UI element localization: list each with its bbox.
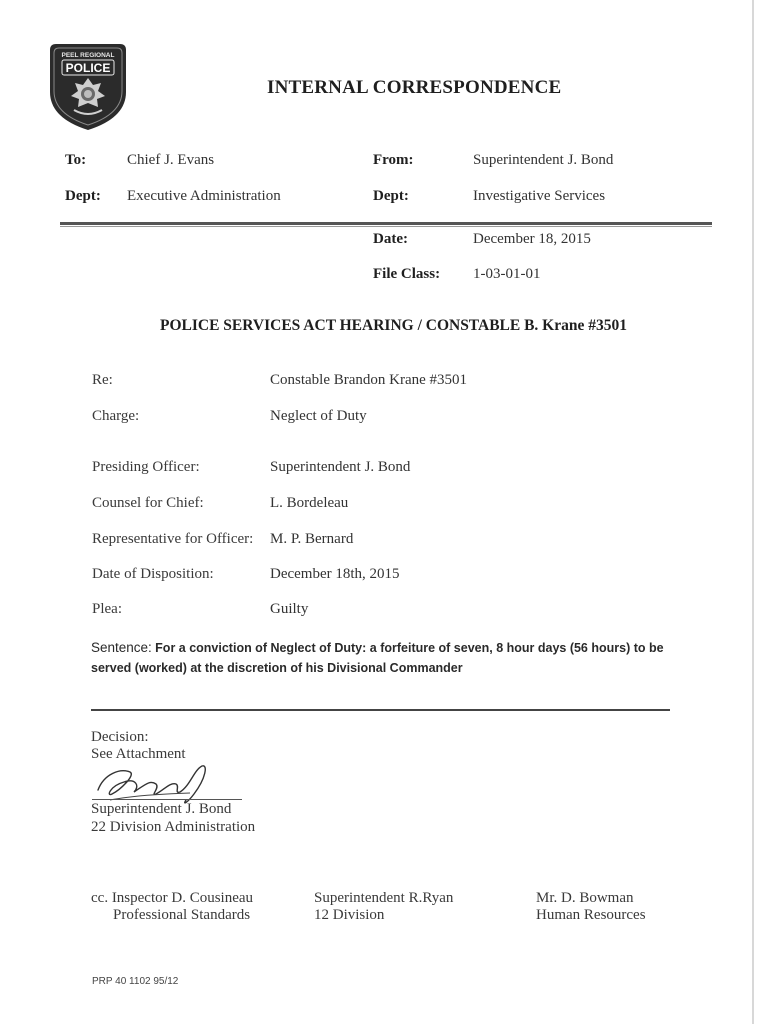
field-label-charge: Charge: [92,408,140,424]
field-label-re: Re: [92,372,113,388]
signatory-name: Superintendent J. Bond [91,801,232,817]
sentence-paragraph [91,638,691,678]
form-code: PRP 40 1102 95/12 [92,976,179,987]
dept-left-label: Dept: [65,188,101,204]
field-label-counsel: Counsel for Chief: [92,495,204,511]
field-value-counsel: L. Bordeleau [270,495,349,511]
document-title: INTERNAL CORRESPONDENCE [267,77,562,98]
subject-line: POLICE SERVICES ACT HEARING / CONSTABLE B. Krane #3501 [160,317,627,334]
field-value-date-of-disposition: December 18th, 2015 [270,566,400,582]
field-label-presiding-officer: Presiding Officer: [92,459,200,475]
cc-2-line1: Superintendent R.Ryan [314,890,454,906]
header-divider [60,222,712,225]
field-value-re: Constable Brandon Krane #3501 [270,372,468,388]
sentence-text: For a conviction of Neglect of Duty: a forfeiture of seven, 8 hour days (56 hours) to be served (worked) at the discretion of his Divisional Commander [91,641,664,675]
decision-value: See Attachment [91,746,186,762]
logo-top-text: PEEL REGIONAL [61,52,115,59]
field-label-date-of-disposition: Date of Disposition: [92,566,214,582]
signature-line [92,799,242,800]
to-label: To: [65,152,87,168]
date-label: Date: [373,231,408,247]
sentence-divider [91,709,670,711]
to-value: Chief J. Evans [127,152,215,168]
decision-label: Decision: [91,729,149,745]
cc-3-line2: Human Resources [536,907,646,923]
from-label: From: [373,152,414,168]
dept-right-label: Dept: [373,188,409,204]
cc-1-line2: Professional Standards [113,907,251,923]
dept-left-value: Executive Administration [127,188,281,204]
field-value-presiding-officer: Superintendent J. Bond [270,459,411,475]
field-value-representative: M. P. Bernard [270,531,354,547]
sentence-label: Sentence: [91,640,152,655]
field-label-plea: Plea: [92,601,122,617]
field-value-charge: Neglect of Duty [270,408,367,424]
page-edge [752,0,754,1024]
field-value-plea: Guilty [270,601,309,617]
signatory-unit: 22 Division Administration [91,819,256,835]
file-class-label: File Class: [373,266,441,282]
header-divider-thin [60,226,712,227]
from-value: Superintendent J. Bond [473,152,614,168]
cc-2-line2: 12 Division [314,907,385,923]
cc-1-line1: cc. Inspector D. Cousineau [91,890,254,906]
cc-3-line1: Mr. D. Bowman [536,890,634,906]
peel-police-badge-logo [48,40,128,132]
logo-main-text: POLICE [65,61,111,75]
field-label-representative: Representative for Officer: [92,531,254,547]
date-value: December 18, 2015 [473,231,591,247]
file-class-value: 1-03-01-01 [473,266,541,282]
dept-right-value: Investigative Services [473,188,606,204]
